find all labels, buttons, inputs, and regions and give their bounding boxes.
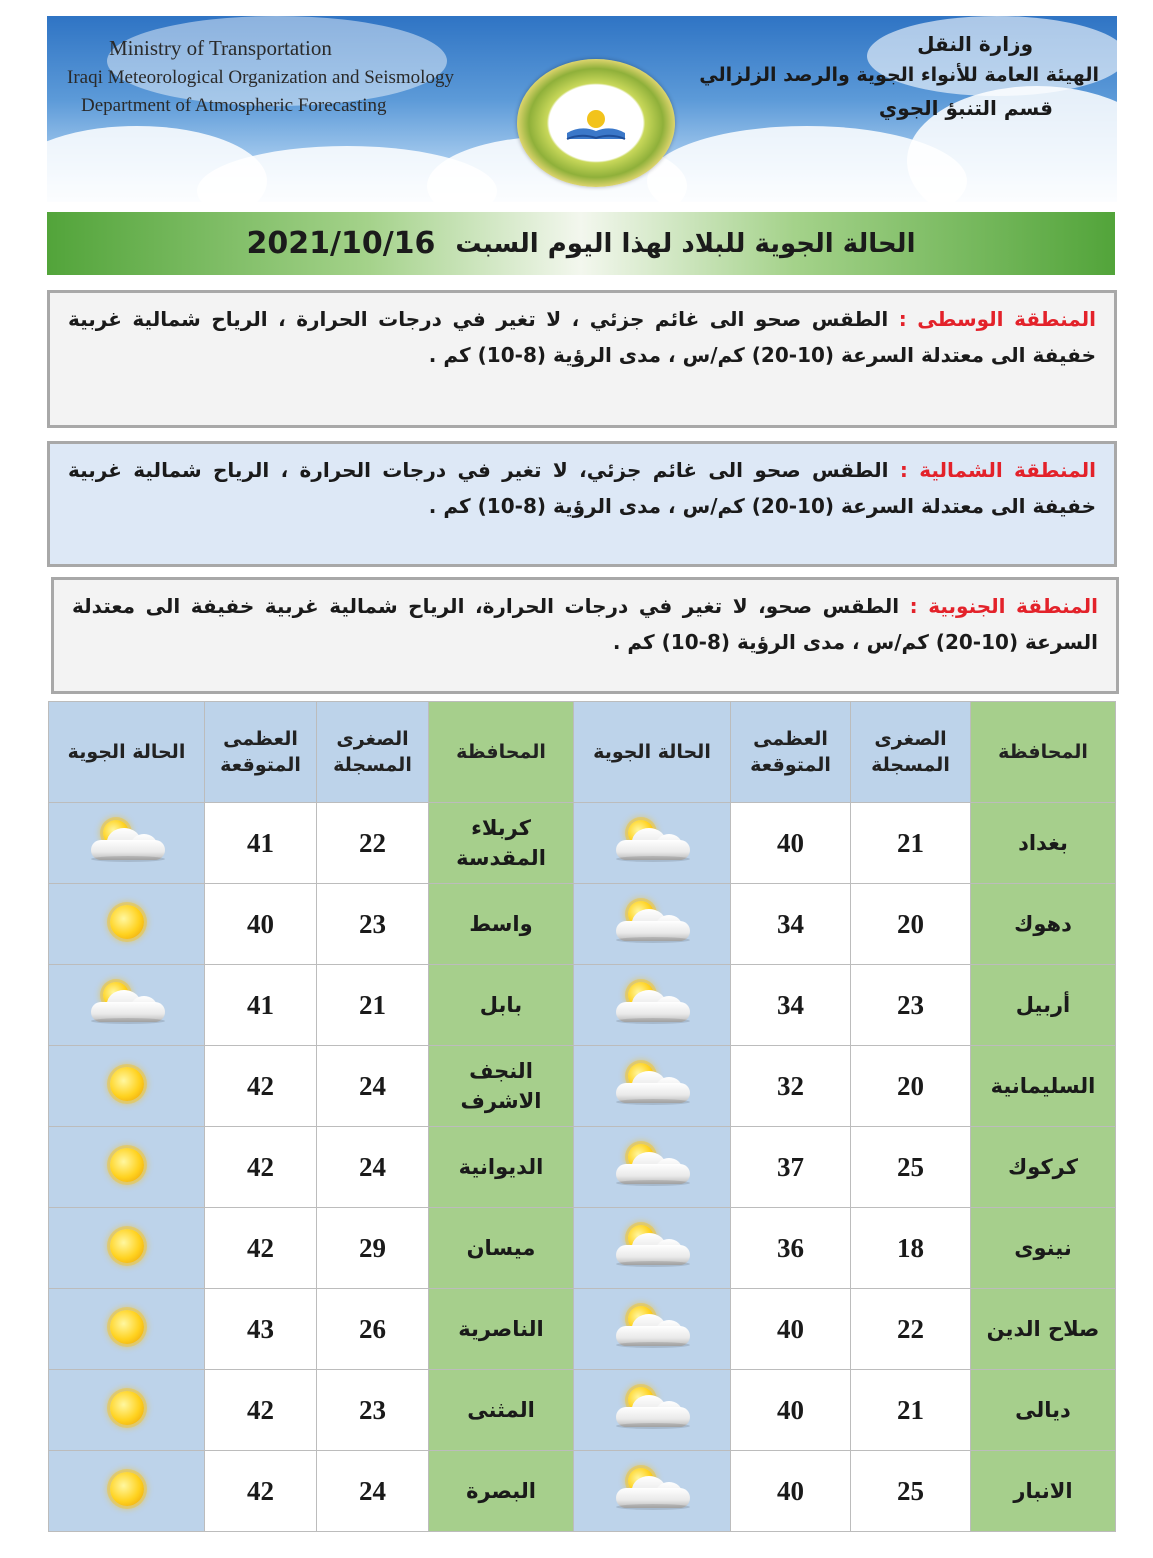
condition-cell	[574, 965, 731, 1046]
header-banner	[47, 16, 1117, 202]
partly-cloudy-icon	[85, 980, 169, 1026]
min-temp-cell: 21	[851, 803, 971, 884]
table-row	[49, 1451, 1116, 1532]
table-row	[49, 1208, 1116, 1289]
department-ar: قسم التنبؤ الجوي	[878, 96, 1053, 120]
min-temp-cell: 24	[317, 1046, 429, 1127]
condition-cell	[49, 1451, 205, 1532]
sunny-icon	[85, 1061, 169, 1107]
province-cell: الديوانية	[429, 1127, 574, 1208]
province-cell: أربيل	[971, 965, 1116, 1046]
province-cell: البصرة	[429, 1451, 574, 1532]
min-temp-cell: 25	[851, 1451, 971, 1532]
partly-cloudy-icon	[610, 1466, 694, 1512]
province-cell: بغداد	[971, 803, 1116, 884]
province-cell: بابل	[429, 965, 574, 1046]
max-temp-cell: 40	[731, 1451, 851, 1532]
condition-cell	[49, 884, 205, 965]
min-temp-cell: 22	[851, 1289, 971, 1370]
table-header-row	[49, 702, 1116, 803]
province-cell: السليمانية	[971, 1046, 1116, 1127]
partly-cloudy-icon	[610, 1304, 694, 1350]
table-row	[49, 803, 1116, 884]
organization-en: Iraqi Meteorological Organization and Seismology	[67, 67, 454, 88]
organization-ar: الهيئة العامة للأنواء الجوية والرصد الزلزالي	[699, 64, 1099, 86]
min-temp-cell: 23	[851, 965, 971, 1046]
partly-cloudy-icon	[610, 1142, 694, 1188]
min-temp-cell: 25	[851, 1127, 971, 1208]
partly-cloudy-icon	[610, 1385, 694, 1431]
min-temp-cell: 26	[317, 1289, 429, 1370]
province-cell: ميسان	[429, 1208, 574, 1289]
condition-cell	[574, 1451, 731, 1532]
forecast-table	[48, 701, 1116, 1532]
region-label: المنطقة الوسطى :	[898, 307, 1097, 331]
ministry-ar: وزارة النقل	[917, 32, 1033, 56]
region-text: الطقس صحو الى غائم جزئي، لا تغير في درجات الحرارة ، الرياح شمالية غربية خفيفة الى معتدلة السرعة (10-20) كم/س ، مدى الرؤية (8-10) كم .	[68, 458, 1096, 518]
max-temp-cell: 32	[731, 1046, 851, 1127]
region-label: المنطقة الشمالية :	[899, 458, 1096, 482]
sunny-icon	[85, 1466, 169, 1512]
region-south	[51, 577, 1119, 694]
condition-cell	[49, 1289, 205, 1370]
header-min: الصغرى المسجلة	[317, 702, 429, 803]
min-temp-cell: 24	[317, 1127, 429, 1208]
sunny-icon	[85, 1223, 169, 1269]
organization-seal-logo	[517, 59, 675, 187]
max-temp-cell: 34	[731, 884, 851, 965]
department-en: Department of Atmospheric Forecasting	[81, 95, 387, 116]
max-temp-cell: 42	[205, 1370, 317, 1451]
province-cell: كربلاء المقدسة	[429, 803, 574, 884]
min-temp-cell: 21	[851, 1370, 971, 1451]
max-temp-cell: 40	[731, 1370, 851, 1451]
header-min: الصغرى المسجلة	[851, 702, 971, 803]
province-cell: واسط	[429, 884, 574, 965]
header-max: العظمى المتوقعة	[205, 702, 317, 803]
condition-cell	[49, 803, 205, 884]
arabic-header	[699, 32, 1099, 120]
province-cell: دهوك	[971, 884, 1116, 965]
min-temp-cell: 20	[851, 1046, 971, 1127]
province-cell: كركوك	[971, 1127, 1116, 1208]
partly-cloudy-icon	[610, 1223, 694, 1269]
title-bar	[47, 212, 1115, 275]
max-temp-cell: 36	[731, 1208, 851, 1289]
max-temp-cell: 40	[731, 803, 851, 884]
max-temp-cell: 34	[731, 965, 851, 1046]
sunny-icon	[85, 899, 169, 945]
max-temp-cell: 43	[205, 1289, 317, 1370]
partly-cloudy-icon	[85, 818, 169, 864]
header-condition: الحالة الجوية	[574, 702, 731, 803]
sunny-icon	[85, 1142, 169, 1188]
ministry-en: Ministry of Transportation	[109, 36, 332, 60]
header-condition: الحالة الجوية	[49, 702, 205, 803]
sunny-icon	[85, 1385, 169, 1431]
min-temp-cell: 18	[851, 1208, 971, 1289]
max-temp-cell: 42	[205, 1046, 317, 1127]
table-row	[49, 1289, 1116, 1370]
condition-cell	[49, 965, 205, 1046]
min-temp-cell: 23	[317, 1370, 429, 1451]
province-cell: صلاح الدين	[971, 1289, 1116, 1370]
region-label: المنطقة الجنوبية :	[909, 594, 1099, 618]
partly-cloudy-icon	[610, 1061, 694, 1107]
condition-cell	[574, 1208, 731, 1289]
table-row	[49, 884, 1116, 965]
condition-cell	[574, 1127, 731, 1208]
min-temp-cell: 24	[317, 1451, 429, 1532]
table-row	[49, 965, 1116, 1046]
condition-cell	[49, 1046, 205, 1127]
region-text: الطقس صحو، لا تغير في درجات الحرارة، الرياح شمالية غربية خفيفة الى معتدلة السرعة (10-20) كم/س ، مدى الرؤية (8-10) كم .	[72, 594, 1098, 654]
min-temp-cell: 29	[317, 1208, 429, 1289]
min-temp-cell: 22	[317, 803, 429, 884]
partly-cloudy-icon	[610, 899, 694, 945]
max-temp-cell: 42	[205, 1208, 317, 1289]
condition-cell	[574, 1289, 731, 1370]
condition-cell	[49, 1208, 205, 1289]
province-cell: الانبار	[971, 1451, 1116, 1532]
partly-cloudy-icon	[610, 818, 694, 864]
province-cell: ديالى	[971, 1370, 1116, 1451]
max-temp-cell: 42	[205, 1127, 317, 1208]
table-row	[49, 1370, 1116, 1451]
table-body	[49, 803, 1116, 1532]
forecast-date: 2021/10/16	[246, 226, 436, 261]
province-cell: النجف الاشرف	[429, 1046, 574, 1127]
max-temp-cell: 37	[731, 1127, 851, 1208]
province-cell: الناصرية	[429, 1289, 574, 1370]
max-temp-cell: 41	[205, 803, 317, 884]
region-text: الطقس صحو الى غائم جزئي ، لا تغير في درجات الحرارة ، الرياح شمالية غربية خفيفة الى معتدلة السرعة (10-20) كم/س ، مدى الرؤية (8-10) كم .	[68, 307, 1096, 367]
province-cell: نينوى	[971, 1208, 1116, 1289]
header-max: العظمى المتوقعة	[731, 702, 851, 803]
province-cell: المثنى	[429, 1370, 574, 1451]
condition-cell	[574, 1370, 731, 1451]
max-temp-cell: 40	[205, 884, 317, 965]
partly-cloudy-icon	[610, 980, 694, 1026]
condition-cell	[49, 1370, 205, 1451]
sun-cloud-emblem-icon	[561, 103, 631, 143]
condition-cell	[49, 1127, 205, 1208]
min-temp-cell: 20	[851, 884, 971, 965]
condition-cell	[574, 1046, 731, 1127]
header-province: المحافظة	[971, 702, 1116, 803]
max-temp-cell: 42	[205, 1451, 317, 1532]
condition-cell	[574, 803, 731, 884]
page-title: الحالة الجوية للبلاد لهذا اليوم السبت	[455, 228, 916, 259]
condition-cell	[574, 884, 731, 965]
sunny-icon	[85, 1304, 169, 1350]
max-temp-cell: 41	[205, 965, 317, 1046]
max-temp-cell: 40	[731, 1289, 851, 1370]
table-row	[49, 1046, 1116, 1127]
english-header	[67, 36, 454, 117]
min-temp-cell: 21	[317, 965, 429, 1046]
header-province: المحافظة	[429, 702, 574, 803]
region-central	[47, 290, 1117, 428]
table-row	[49, 1127, 1116, 1208]
region-north	[47, 441, 1117, 567]
min-temp-cell: 23	[317, 884, 429, 965]
